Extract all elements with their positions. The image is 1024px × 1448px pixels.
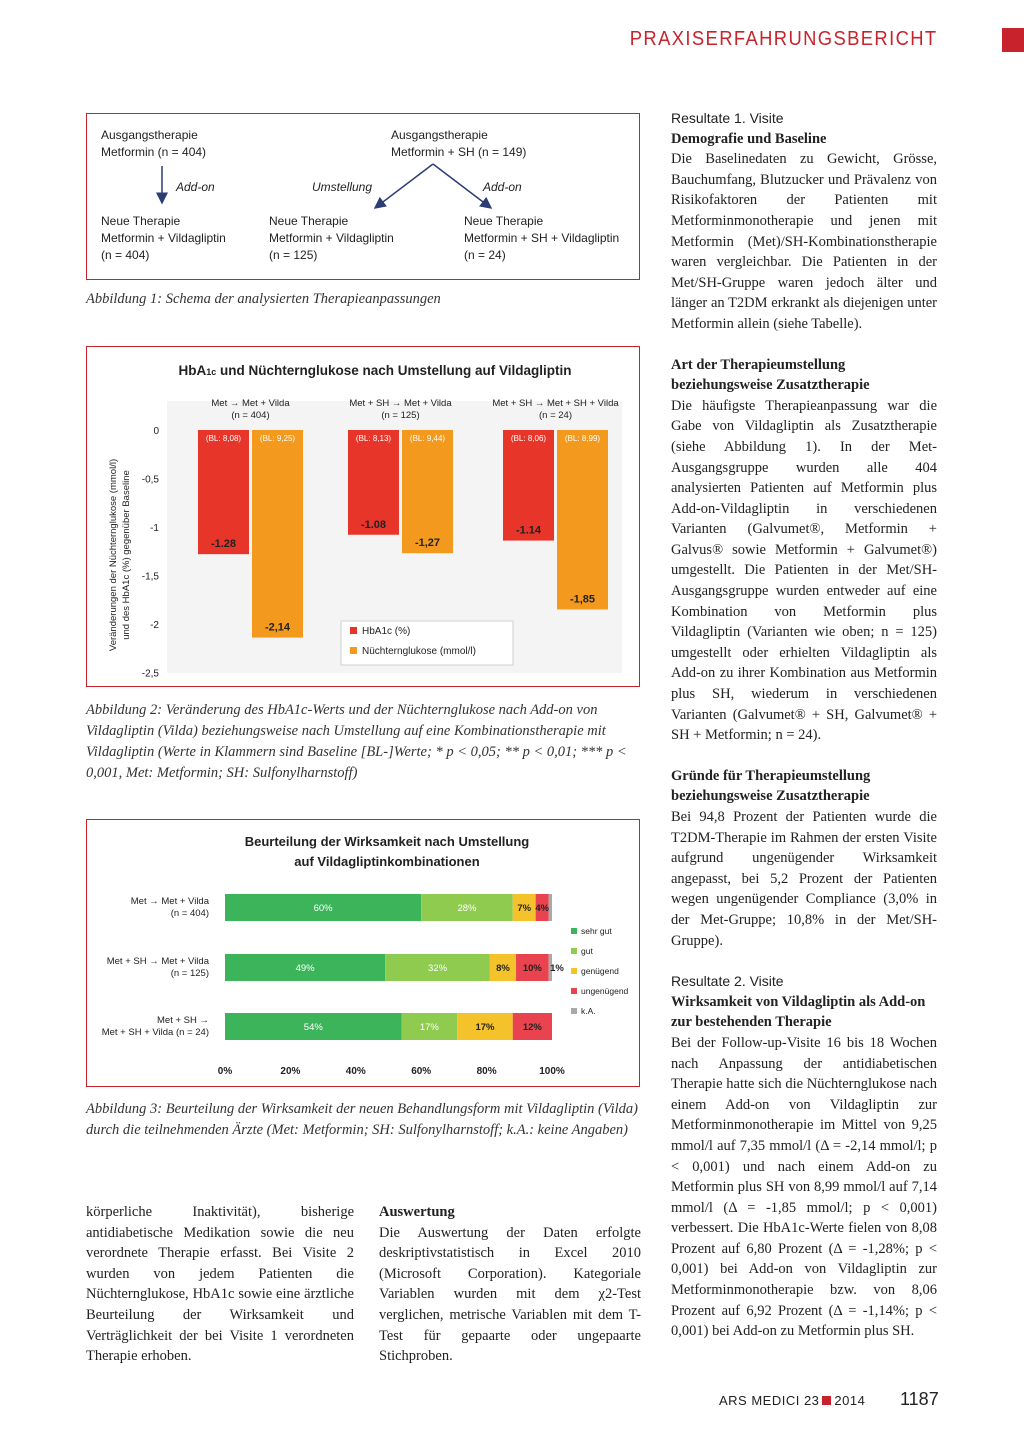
chart-title: HbA1c und Nüchternglukose nach Umstellung auf Vildagliptin <box>178 363 572 378</box>
new-therapy-3 <box>464 213 619 264</box>
text-demografie: Die Baselinedaten zu Gewicht, Grösse, Bauchumfang, Blutzucker und Prävalenz von Risikofaktoren der Patienten mit Metforminmonotherapie und jenen mit Metformin (Met)/SH-Kombinationstherapie waren vergleichbar. Die Patienten in der Met/SH-Gruppe waren jedoch älter und länger an T2DM erkrankt als diejenigen unter Metformin allein (siehe Tabelle). <box>671 151 937 332</box>
section-heading-visit-2: Resultate 2. Visite <box>671 973 784 990</box>
label-addon-left: Add-on <box>176 180 215 194</box>
stacked-bar-segment <box>549 894 552 921</box>
segment-value-label: 4% <box>535 903 550 914</box>
right-column <box>671 108 937 1342</box>
body-column-2-text: Die Auswertung der Daten erfolgte deskriptivstatistisch in Excel 2010 (Microsoft Corporation). Kategoriale Variablen wurden mit dem χ2-Test verglichen, metrische Variablen mit dem T-Test für gepaarte oder ungepaarte Stichproben. <box>379 1224 641 1365</box>
group-n-label: (n = 404) <box>231 410 270 421</box>
bar <box>252 430 303 638</box>
start-therapy-left-line1: Ausgangstherapie <box>101 128 198 142</box>
label-umstellung: Umstellung <box>312 180 373 194</box>
legend-swatch <box>571 1008 577 1014</box>
y-axis-label-line2: und des HbA1c (%) gegenüber Baseline <box>121 470 132 640</box>
page-number: 1187 <box>900 1389 939 1409</box>
bar-value-label: -1.14 <box>515 524 542 537</box>
category-label: Met → Met + Vilda <box>130 896 209 907</box>
subheading-therapieumstellung-1: Art der Therapieumstellung <box>671 356 846 373</box>
chart-title-line1: Beurteilung der Wirksamkeit nach Umstellung <box>244 834 530 849</box>
start-therapy-left-line2: Metformin (n = 404) <box>101 145 207 159</box>
figure-1-caption: Abbildung 1: Schema der analysierten Therapieanpassungen <box>86 291 441 307</box>
bar-value-label: -1.28 <box>210 538 237 551</box>
text-gruende: Bei 94,8 Prozent der Patienten wurde die T2DM-Therapie im Rahmen der ersten Visite aufgrund ungenügender Wirksamkeit angepasst, bei 5,2 Prozent der Patienten wegen ungenügender Compliance (3,0% in der Met-Gruppe; 10,8% in der Met/SH-Gruppe). <box>671 809 937 949</box>
segment-value-label: 49% <box>295 963 315 974</box>
x-tick-label: 60% <box>411 1066 432 1077</box>
segment-value-label: 28% <box>457 903 477 914</box>
x-tick-label: 40% <box>345 1066 366 1077</box>
segment-value-label: 1% <box>550 963 564 974</box>
category-sublabel: (n = 125) <box>170 968 209 979</box>
figure-1-schema <box>86 113 640 280</box>
footer-journal <box>719 1393 865 1408</box>
footer-journal-name: ARS MEDICI 23 <box>719 1393 820 1408</box>
y-tick-label: -0,5 <box>141 474 159 486</box>
subheading-wirksamkeit-2: zur bestehenden Therapie <box>671 1014 832 1031</box>
y-tick-label: -1,5 <box>141 571 159 583</box>
text-wirksamkeit: Bei der Follow-up-Visite 16 bis 18 Wochen nach Anpassung der antidiabetischen Therapie hatte sich die Nüchternglukose nach einem Add-on von Vildagliptin zur Metforminmonotherapie im Mittel von 9,25 mmol/l auf 7,35 mmol/l (Δ = -2,14 mmol/l; p < 0,001) und nach einem Add-on zu Metformin plus SH von 8,99 mmol/l auf 7,14 mmol/l (Δ = -1,85 mmol/l; p < 0,001) verbessert. Die HbA1c-Werte fielen von 8,08 Prozent auf 6,80 Prozent (Δ = -1,28%; p < 0,001) bei Add-on von Vildagliptin zur Metforminmonotherapie bzw. von 8,06 Prozent auf 6,92 Prozent (Δ = -1,14%; p < 0,001) bei Add-on zu Metformin plus SH. <box>671 1034 937 1340</box>
legend-label: k.A. <box>581 1006 596 1016</box>
x-tick-label: 0% <box>217 1066 233 1077</box>
chart-title-line2: auf Vildagliptinkombinationen <box>294 854 480 869</box>
section-heading-visit-1: Resultate 1. Visite <box>671 110 784 126</box>
new-therapy-1-line2: Metformin + Vildagliptin <box>101 231 226 245</box>
legend-swatch <box>350 647 357 654</box>
subheading-gruende-2: beziehungsweise Zusatztherapie <box>671 788 870 805</box>
legend-label: genügend <box>581 966 619 976</box>
y-axis-label-line1: Veränderungen der Nüchternglukose (mmol/l) <box>108 458 119 652</box>
body-column-1-text: körperliche Inaktivität), bisherige antidiabetische Medikation sowie die neu verordnete Therapie erfasst. Bei Visite 2 wurden von jedem Patienten die Nüchternglukose, HbA1c sowie eine ärztliche Beurteilung der Wirksamkeit und Verträglichkeit der bei Visite 1 verordneten Therapie erhoben. <box>86 1204 354 1365</box>
start-therapy-right-line1: Ausgangstherapie <box>391 128 488 142</box>
text-therapieumstellung: Die häufigste Therapieanpassung war die Gabe von Vildagliptin als Zusatztherapie (siehe Abbildung 1). In der Met-Ausgangsgruppe wurden alle 404 analysierten Patienten auf Metformin plus Add-on-Vildagliptin in verschiedenen Varianten (Galvumet®, Metformin + Galvus® sowie Metformin + Galvumet®) umgestellt. Die Patienten in der Met/SH-Ausgangsgruppe wurden entweder auf eine Kombination von Metformin plus Vildagliptin (Varianten wie oben; n = 125) umgestellt oder erhielten Vildagliptin als Add-on zu ihrer Kombination aus Metformin plus SH, wiederum in verschiedenen Varianten (Galvumet® + SH, Galvumet® + SH + Metformin; n = 24). <box>671 397 937 744</box>
new-therapy-2-line3: (n = 125) <box>269 248 318 262</box>
start-therapy-right <box>391 127 526 161</box>
header-accent-block <box>1002 28 1024 52</box>
bar <box>557 430 608 609</box>
x-tick-label: 80% <box>476 1066 497 1077</box>
legend-label: gut <box>581 946 593 956</box>
footer-separator-square <box>822 1396 831 1405</box>
new-therapy-1-line1: Neue Therapie <box>101 214 181 228</box>
bar-value-label: -1.08 <box>360 518 387 531</box>
figure-3-chart <box>86 819 640 1087</box>
bar <box>402 430 453 553</box>
category-label: Met + SH → Met + Vilda <box>106 956 209 967</box>
baseline-label: (BL: 9,44) <box>409 434 446 443</box>
group-n-label: (n = 24) <box>538 410 573 421</box>
category-label: Met + SH → <box>157 1015 209 1026</box>
subheading-wirksamkeit-1: Wirksamkeit von Vildagliptin als Add-on <box>671 993 926 1010</box>
header-title: PRAXISERFAHRUNGSBERICHT <box>630 28 938 50</box>
figure-3-caption: Abbildung 3: Beurteilung der Wirksamkeit der neuen Behandlungsform mit Vildagliptin (Vilda) durch die teilnehmenden Ärzte (Met: Metformin; SH: Sulfonylharnstoff; k.A.: keine Angaben) <box>86 1101 638 1138</box>
new-therapy-1 <box>101 213 226 264</box>
segment-value-label: 12% <box>522 1022 542 1033</box>
subheading-gruende-1: Gründe für Therapieumstellung <box>671 767 871 784</box>
new-therapy-2-line2: Metformin + Vildagliptin <box>269 231 394 245</box>
new-therapy-3-line2: Metformin + SH + Vildagliptin <box>464 231 620 245</box>
group-n-label: (n = 125) <box>381 410 420 421</box>
segment-value-label: 54% <box>303 1022 323 1033</box>
y-tick-label: -2,5 <box>141 668 159 680</box>
new-therapy-3-line3: (n = 24) <box>464 248 506 262</box>
new-therapy-2-line1: Neue Therapie <box>269 214 349 228</box>
bar-value-label: -2,14 <box>264 621 291 634</box>
new-therapy-3-line1: Neue Therapie <box>464 214 544 228</box>
y-tick-label: -1 <box>150 523 159 534</box>
subheading-demografie: Demografie und Baseline <box>671 130 827 147</box>
legend-label: Nüchternglukose (mmol/l) <box>362 646 476 657</box>
bar <box>198 430 249 554</box>
new-therapy-2 <box>269 213 394 264</box>
subheading-therapieumstellung-2: beziehungsweise Zusatztherapie <box>671 377 870 394</box>
baseline-label: (BL: 8,08) <box>205 434 242 443</box>
baseline-label: (BL: 8,13) <box>355 434 392 443</box>
section-heading-auswertung: Auswertung <box>379 1204 455 1220</box>
figure-2-caption: Abbildung 2: Veränderung des HbA1c-Werts und der Nüchternglukose nach Add-on von Vildagliptin (Vilda) beziehungsweise nach Umstellung auf eine Kombinationstherapie mit Vildagliptin (Werte in Klammern sind Baseline [BL-]Werte; * p < 0,05; ** p < 0,01; *** p < 0,001, Met: Metformin; SH: Sulfonylharnstoff) <box>86 702 627 781</box>
legend-swatch <box>571 968 577 974</box>
x-tick-label: 100% <box>539 1066 565 1077</box>
figure-2-chart <box>86 346 640 687</box>
group-label: Met + SH → Met + Vilda <box>349 398 452 409</box>
efficacy-rating-stacked-bar-chart <box>87 820 638 1085</box>
footer-year: 2014 <box>834 1393 866 1408</box>
start-therapy-right-line2: Metformin + SH (n = 149) <box>391 145 527 159</box>
y-tick-label: -2 <box>150 620 159 631</box>
body-column-2 <box>379 1202 641 1367</box>
segment-value-label: 10% <box>522 963 542 974</box>
category-sublabel: Met + SH + Vilda (n = 24) <box>101 1027 209 1038</box>
hba1c-glucose-bar-chart <box>87 347 638 685</box>
y-tick-label: 0 <box>153 426 159 437</box>
x-tick-label: 20% <box>280 1066 301 1077</box>
legend-label: sehr gut <box>581 926 612 936</box>
segment-value-label: 17% <box>475 1022 495 1033</box>
bar-value-label: -1,85 <box>569 593 596 606</box>
segment-value-label: 7% <box>517 903 532 914</box>
legend-swatch <box>571 948 577 954</box>
segment-value-label: 60% <box>313 903 333 914</box>
segment-value-label: 8% <box>496 963 510 974</box>
label-addon-right: Add-on <box>483 180 522 194</box>
start-therapy-left <box>101 127 206 161</box>
legend-swatch <box>571 988 577 994</box>
segment-value-label: 17% <box>419 1022 439 1033</box>
new-therapy-1-line3: (n = 404) <box>101 248 150 262</box>
body-column-1 <box>86 1202 354 1367</box>
baseline-label: (BL: 8,06) <box>510 434 547 443</box>
legend-swatch <box>571 928 577 934</box>
legend-label: ungenügend <box>581 986 629 996</box>
segment-value-label: 32% <box>428 963 448 974</box>
arrow-umstellung <box>375 164 433 208</box>
legend-label: HbA1c (%) <box>362 626 411 637</box>
category-sublabel: (n = 404) <box>170 908 209 919</box>
baseline-label: (BL: 8,99) <box>564 434 601 443</box>
bar-value-label: -1,27 <box>414 537 441 550</box>
group-label: Met → Met + Vilda <box>211 398 290 409</box>
legend-swatch <box>350 627 357 634</box>
baseline-label: (BL: 9,25) <box>259 434 296 443</box>
group-label: Met + SH → Met + SH + Vilda <box>492 398 619 409</box>
